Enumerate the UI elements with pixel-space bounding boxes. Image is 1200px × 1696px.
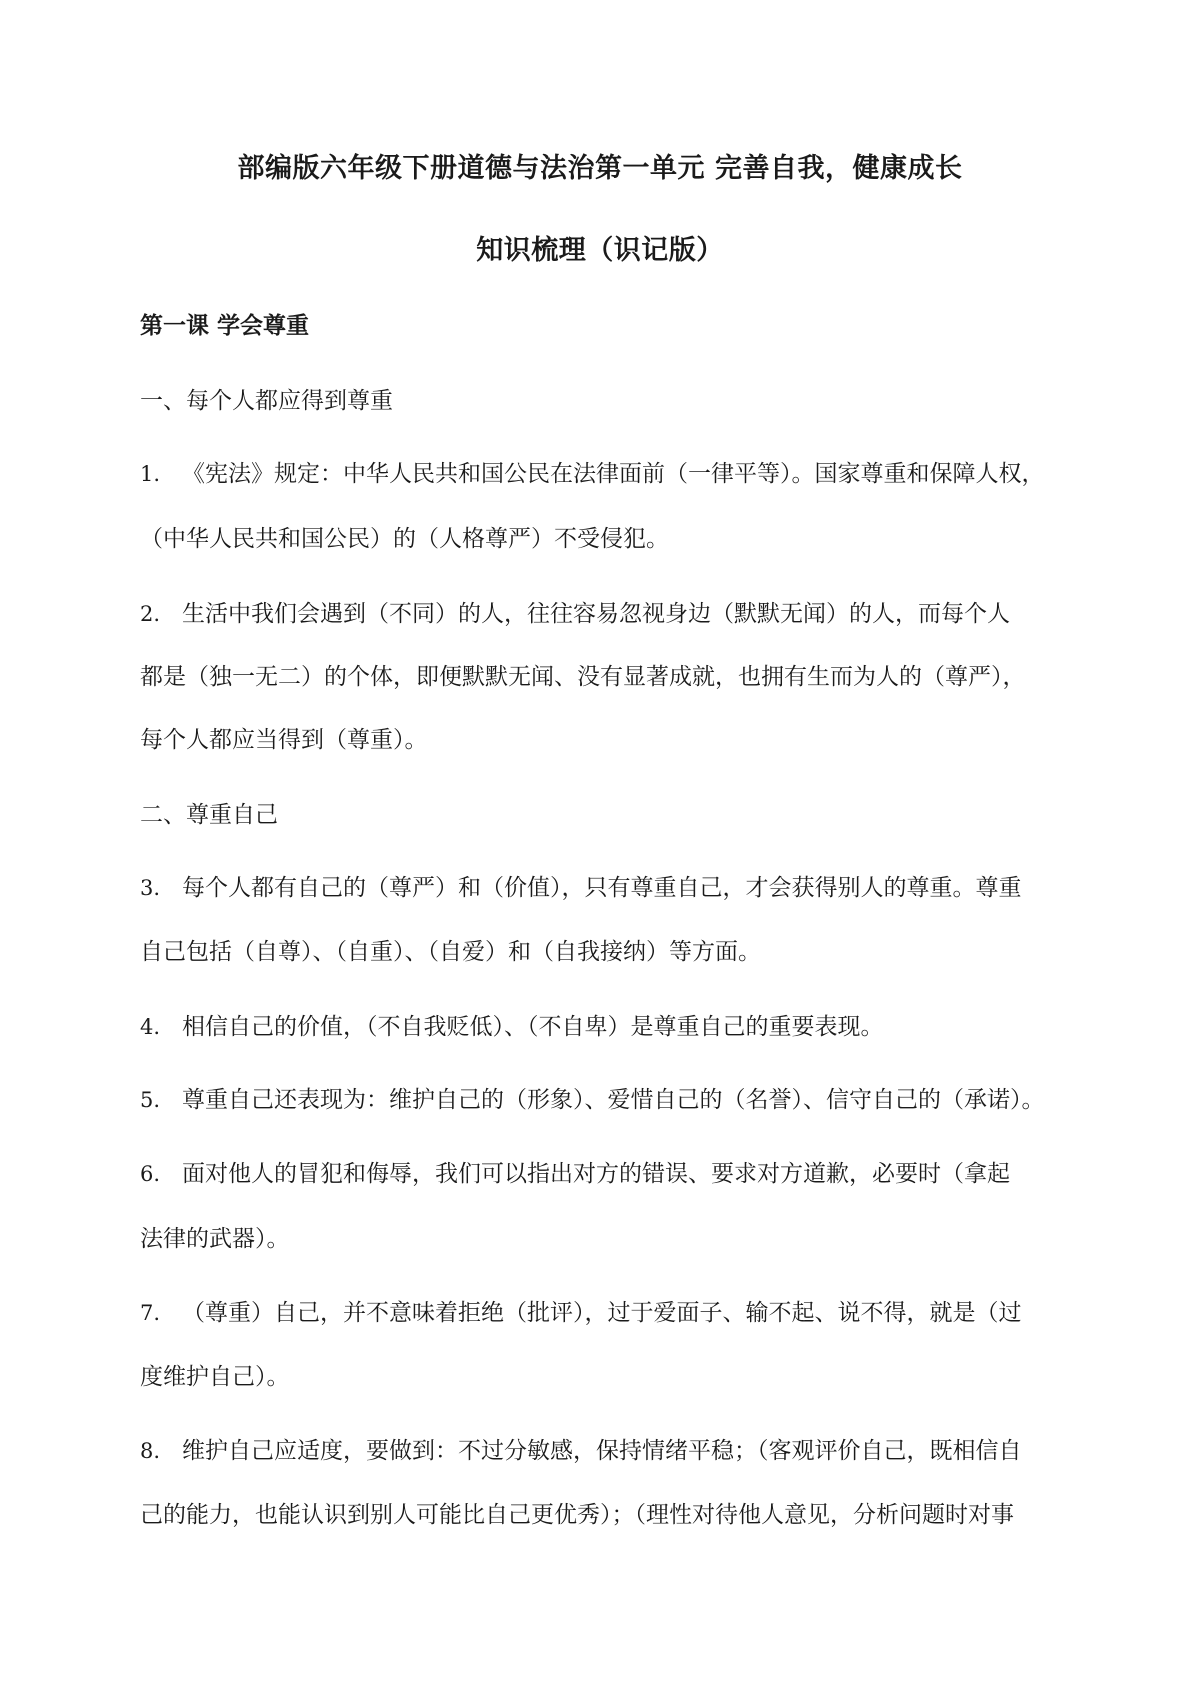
item-3-text-1: 每个人都有自己的（尊严）和（价值），只有尊重自己，才会获得别人的尊重。尊重 [182, 875, 1022, 901]
item-3-line-2: 自己包括（自尊）、（自重）、（自爱）和（自我接纳）等方面。 [140, 939, 761, 965]
item-5-text-1: 尊重自己还表现为：维护自己的（形象）、爱惜自己的（名誉）、信守自己的（承诺）。 [182, 1087, 1045, 1113]
document-title: 部编版六年级下册道德与法治第一单元 完善自我，健康成长 [237, 153, 963, 184]
item-6-number: 6. [140, 1162, 161, 1186]
item-2-number: 2. [140, 602, 161, 626]
item-6-line-1 [140, 1155, 1010, 1188]
item-4-text-1: 相信自己的价值，（不自我贬低）、（不自卑）是尊重自己的重要表现。 [182, 1014, 884, 1040]
item-1-line-1 [140, 455, 1045, 488]
item-8-text-1: 维护自己应适度，要做到：不过分敏感，保持情绪平稳；（客观评价自己，既相信自 [182, 1438, 1022, 1464]
section-heading-1: 一、每个人都应得到尊重 [140, 388, 393, 414]
item-1-text-1: 《宪法》规定：中华人民共和国公民在法律面前（一律平等）。国家尊重和保障人权， [182, 461, 1045, 487]
item-8-line-2: 己的能力，也能认识到别人可能比自己更优秀）；（理性对待他人意见，分析问题时对事 [140, 1502, 1014, 1528]
lesson-heading: 第一课 学会尊重 [140, 313, 310, 339]
item-2-line-2: 都是（独一无二）的个体，即便默默无闻、没有显著成就，也拥有生而为人的（尊严）， [140, 664, 1026, 690]
section-heading-2: 二、尊重自己 [140, 802, 278, 828]
item-5-line-1 [140, 1081, 1045, 1114]
item-2-line-1 [140, 595, 1010, 628]
item-7-line-2: 度维护自己）。 [140, 1364, 290, 1390]
item-2-line-3: 每个人都应当得到（尊重）。 [140, 727, 428, 753]
document-subtitle: 知识梳理（识记版） [476, 235, 724, 266]
item-7-line-1 [140, 1294, 1022, 1327]
item-2-text-1: 生活中我们会遇到（不同）的人，往往容易忽视身边（默默无闻）的人，而每个人 [182, 601, 1010, 627]
item-7-number: 7. [140, 1301, 161, 1325]
item-4-number: 4. [140, 1015, 161, 1039]
item-3-line-1 [140, 869, 1022, 902]
item-8-line-1 [140, 1432, 1022, 1465]
item-6-text-1: 面对他人的冒犯和侮辱，我们可以指出对方的错误、要求对方道歉，必要时（拿起 [182, 1161, 1010, 1187]
item-1-line-2: （中华人民共和国公民）的（人格尊严）不受侵犯。 [140, 526, 669, 552]
item-6-line-2: 法律的武器）。 [140, 1226, 290, 1252]
item-5-number: 5. [140, 1088, 161, 1112]
item-8-number: 8. [140, 1439, 161, 1463]
item-3-number: 3. [140, 876, 161, 900]
item-7-text-1: （尊重）自己，并不意味着拒绝（批评），过于爱面子、输不起、说不得，就是（过 [182, 1300, 1022, 1326]
item-1-number: 1. [140, 462, 161, 486]
item-4-line-1 [140, 1008, 884, 1041]
